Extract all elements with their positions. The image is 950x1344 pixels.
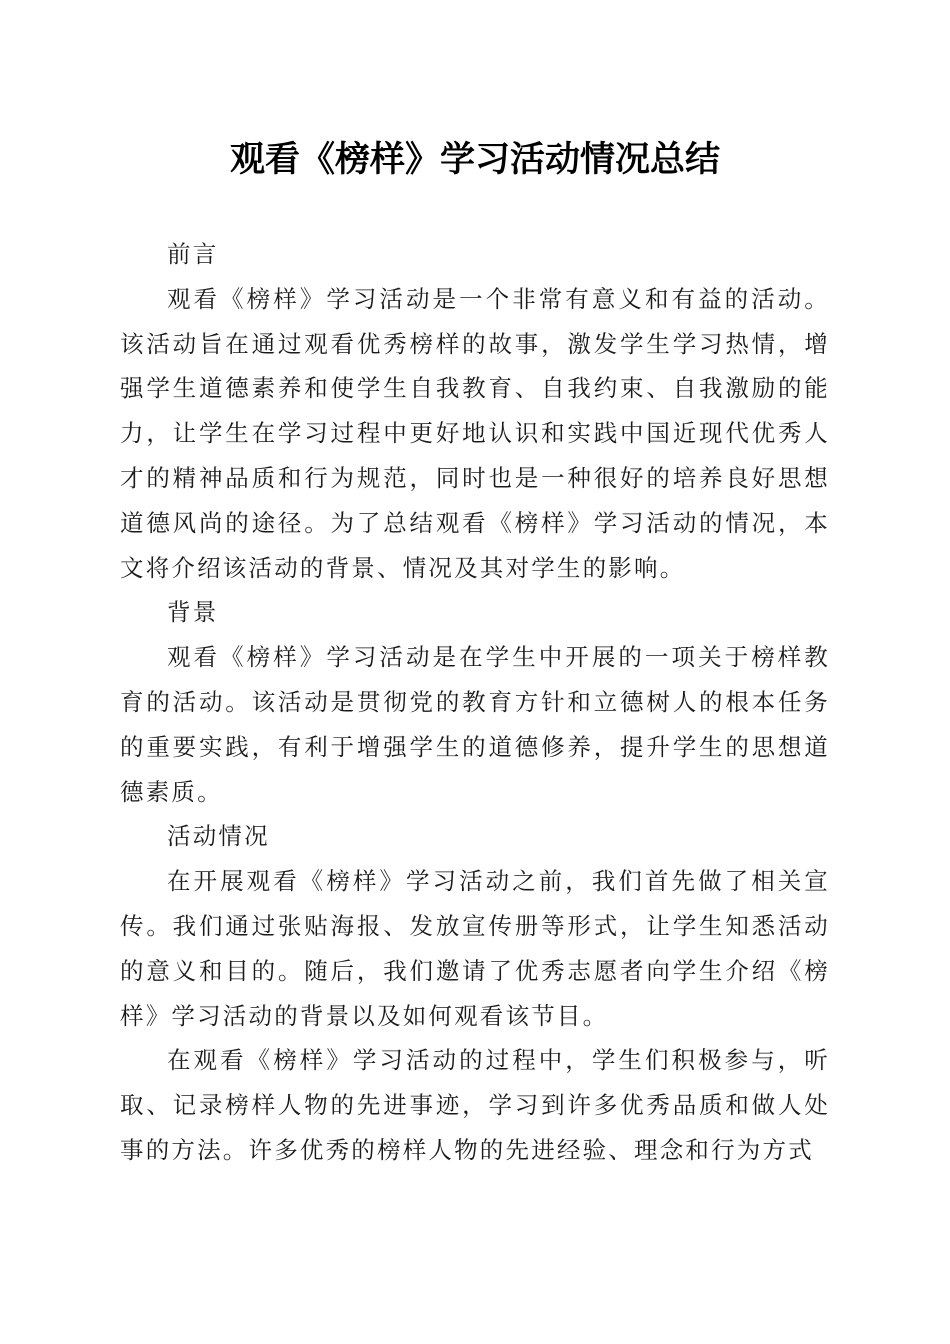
document-title: 观看《榜样》学习活动情况总结 — [229, 139, 720, 180]
preface-paragraph: 观看《榜样》学习活动是一个非常有意义和有益的活动。该活动旨在通过观看优秀榜样的故事，激发学生学习热情，增强学生道德素养和使学生自我教育、自我约束、自我激励的能力，让学生在学习过程中更好地认识和实践中国近现代优秀人才的精神品质和行为规范，同时也是一种很好的培养良好思想道德风尚的途径。为了总结观看《榜样》学习活动的情况，本文将介绍该活动的背景、情况及其对学生的影响。 — [120, 284, 830, 582]
preface-heading: 前言 — [167, 240, 219, 268]
activity-paragraph-2: 在观看《榜样》学习活动的过程中，学生们积极参与，听取、记录榜样人物的先进事迹，学习到许多优秀品质和做人处事的方法。许多优秀的榜样人物的先进经验、理念和行为方式 — [120, 1046, 830, 1164]
background-heading: 背景 — [167, 598, 219, 627]
activity-heading: 活动情况 — [167, 822, 270, 851]
background-paragraph: 观看《榜样》学习活动是在学生中开展的一项关于榜样教育的活动。该活动是贯彻党的教育方针和立德树人的根本任务的重要实践，有利于增强学生的道德修养，提升学生的思想道德素质。 — [120, 643, 830, 806]
activity-paragraph-1: 在开展观看《榜样》学习活动之前，我们首先做了相关宣传。我们通过张贴海报、发放宣传册等形式，让学生知悉活动的意义和目的。随后，我们邀请了优秀志愿者向学生介绍《榜样》学习活动的背景以及如何观看该节目。 — [120, 867, 830, 1030]
document-body — [120, 232, 830, 1173]
